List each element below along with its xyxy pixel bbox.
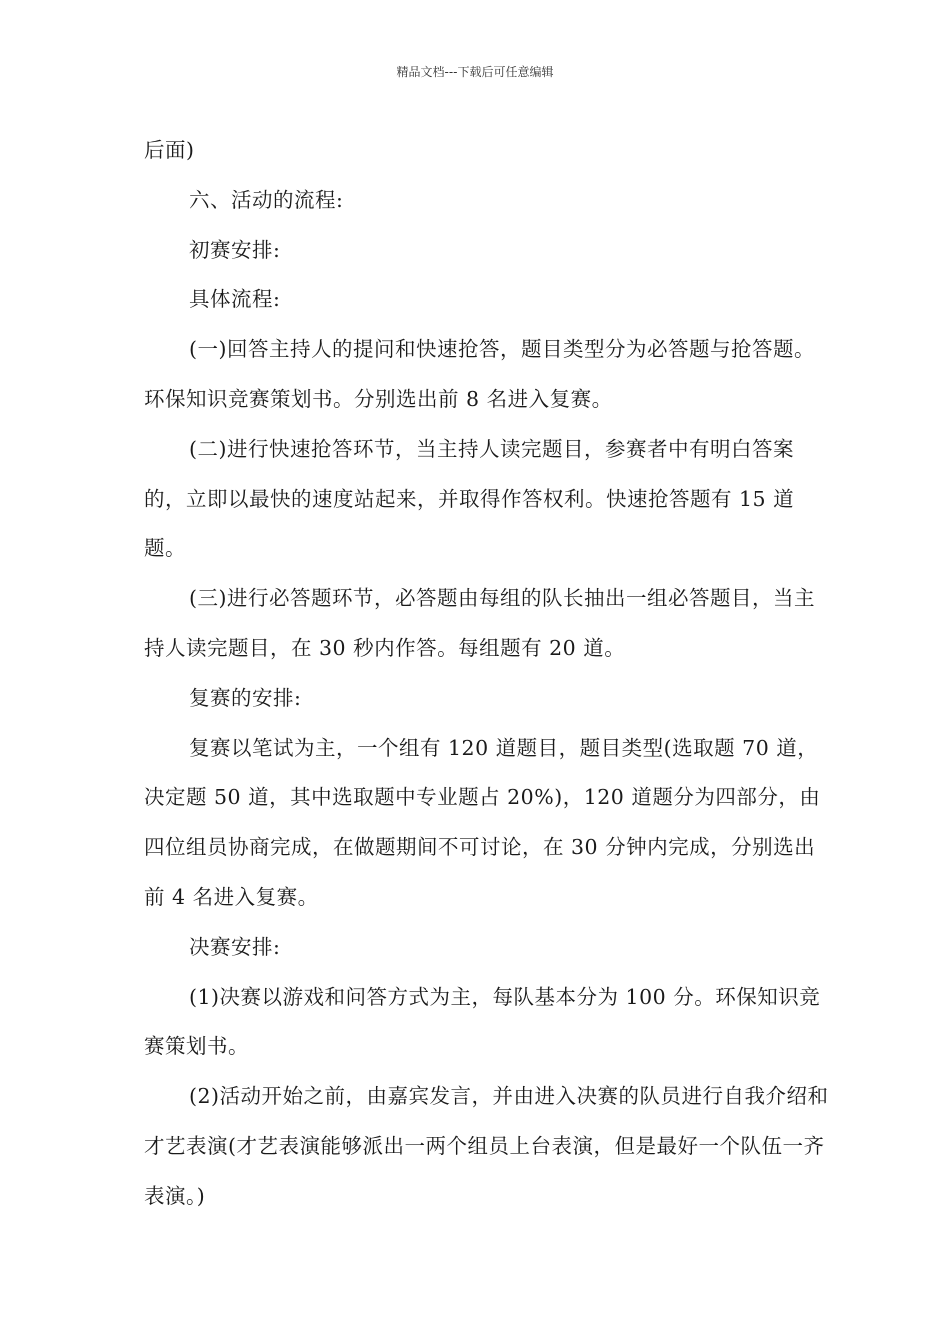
paragraph-final-2: (2)活动开始之前，由嘉宾发言，并由进入决赛的队员进行自我介绍和才艺表演(才艺表演能够派出一两个组员上台表演，但是最好一个队伍一齐表演。) [144,1084,829,1208]
section-heading-process: 六、活动的流程: [189,187,344,212]
paragraph-step-2: (二)进行快速抢答环节，当主持人读完题目，参赛者中有明白答案的，立即以最快的速度站起来，并取得作答权利。快速抢答题有 15 道题。 [144,436,795,561]
paragraph-step-3: (三)进行必答题环节，必答题由每组的队长抽出一组必答题目，当主持人读完题目，在 30 秒内作答。每组题有 20 道。 [144,586,815,660]
subheading-semifinal: 复赛的安排: [189,685,302,710]
paragraph-step-1: (一)回答主持人的提问和快速抢答，题目类型分为必答题与抢答题。环保知识竞赛策划书。分别选出前 8 名进入复赛。 [144,337,815,411]
paragraph-final-1: (1)决赛以游戏和问答方式为主，每队基本分为 100 分。环保知识竞赛策划书。 [144,984,821,1059]
page-header: 精品文档---下载后可任意编辑 [396,65,554,79]
document-body [144,126,834,1222]
paragraph-continuation: 后面) [144,138,195,162]
paragraph-semifinal: 复赛以笔试为主，一个组有 120 道题目，题目类型(选取题 70 道，决定题 50 道，其中选取题中专业题占 20%)，120 道题分为四部分，由四位组员协商完成，在做题期间不可讨论，在 30 分钟内完成，分别选出前 4 名进入复赛。 [144,735,821,909]
subheading-preliminary: 初赛安排: [189,237,281,262]
subheading-specific-process: 具体流程: [189,287,281,312]
subheading-final: 决赛安排: [189,934,281,959]
